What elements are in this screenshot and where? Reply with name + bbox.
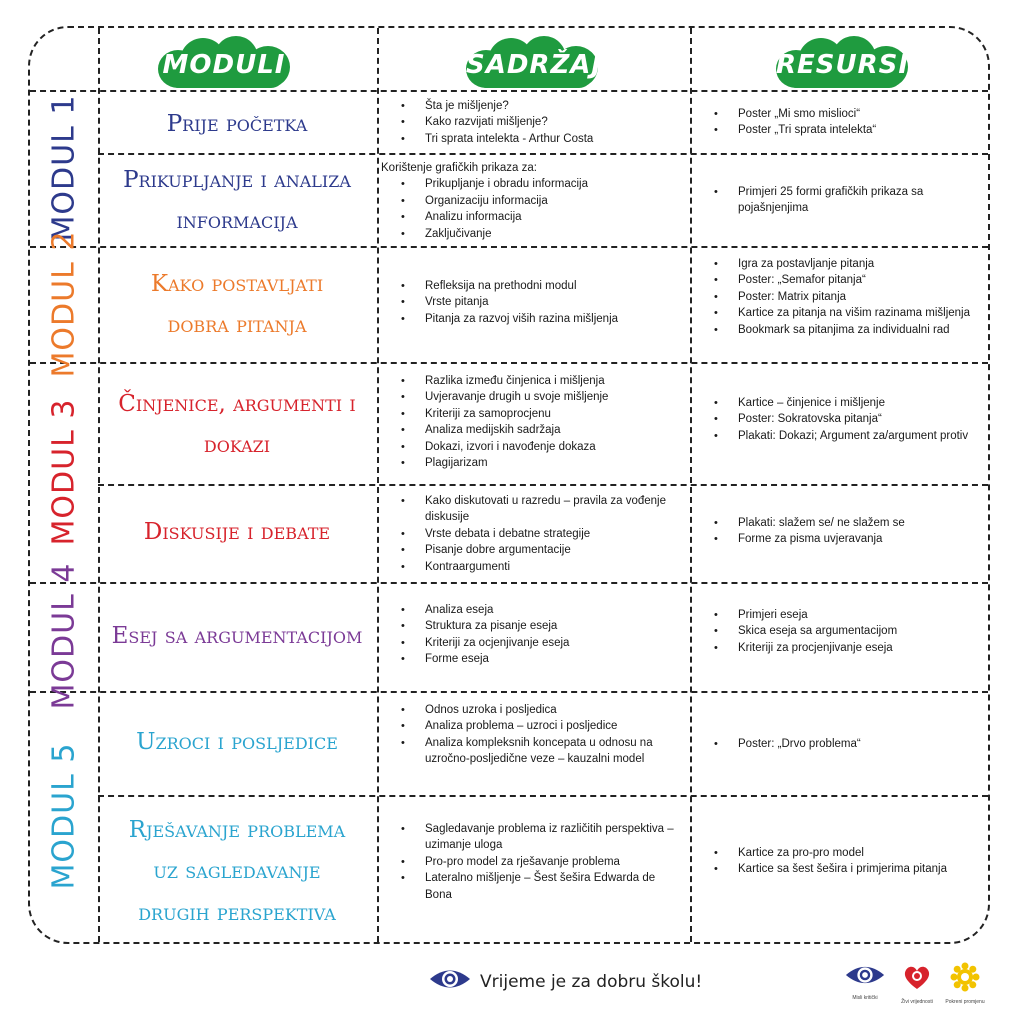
list-item: • Primjeri 25 formi grafičkih prikaza sa pojašnjenjima — [690, 184, 980, 217]
content-cell — [377, 493, 683, 575]
divider — [30, 691, 988, 693]
list-item: • Kako diskutovati u razredu – pravila za vođenje diskusije — [377, 493, 683, 526]
logo-caption: Živi vrijednosti — [901, 999, 933, 1005]
list-item: • Bookmark sa pitanjima za individualni rad — [690, 322, 980, 338]
content-cell — [377, 602, 683, 668]
sun-icon — [950, 962, 980, 992]
logo-caption: Misli kritički — [852, 995, 878, 1001]
header-resursi — [776, 36, 908, 88]
header-sadrzaj — [466, 36, 603, 88]
divider — [30, 362, 988, 364]
row-title: Esej sa argumentacijom — [111, 623, 363, 649]
list-item: • Sagledavanje problema iz različitih perspektiva – uzimanje uloga — [377, 821, 683, 854]
list-item: • Analiza problema – uzroci i posljedice — [377, 718, 683, 734]
content-cell — [377, 160, 683, 242]
logo-caption: Pokreni promjenu — [945, 999, 985, 1005]
row-title: Činjenice, argumenti i dokazi — [118, 391, 356, 459]
resource-cell — [690, 607, 980, 656]
resource-cell — [690, 736, 980, 752]
row-title: Prikupljanje i analiza informacija — [123, 167, 351, 235]
content-cell — [377, 278, 683, 327]
row-title: Rješavanje problema uz sagledavanje drugih perspektiva — [128, 817, 346, 926]
content-cell — [377, 98, 683, 147]
modul-label-1: MODUL 1 — [46, 94, 82, 242]
divider — [30, 582, 988, 584]
list-item: • Analiza kompleksnih koncepata u odnosu na uzročno-posljedične veze – kauzalni model — [377, 735, 683, 768]
header-moduli-label: MODULI — [162, 50, 286, 80]
resource-cell — [690, 515, 980, 548]
list-item: • Razlika između činjenica i mišljenja — [377, 373, 683, 389]
list-item: • Tri sprata intelekta - Arthur Costa — [377, 131, 683, 147]
list-item: • Vrste debata i debatne strategije — [377, 526, 683, 542]
logo-pokreni-promjenu — [940, 962, 990, 1005]
logo-zivi-vrijednosti — [892, 962, 942, 1005]
logo-misli-kriticki — [840, 962, 890, 1001]
list-item: • Poster „Mi smo mislioci“ — [690, 106, 980, 122]
divider — [30, 246, 988, 248]
content-intro: Korištenje grafičkih prikaza za: — [381, 162, 537, 174]
divider — [98, 153, 988, 155]
modul-label-5: MODUL 5 — [46, 742, 82, 890]
list-item: • Kartice – činjenice i mišljenje — [690, 395, 980, 411]
list-item: • Plakati: slažem se/ ne slažem se — [690, 515, 980, 531]
eye-icon — [844, 962, 886, 988]
row-title: Uzroci i posljedice — [136, 729, 338, 755]
list-item: • Kriteriji za procjenjivanje eseja — [690, 640, 980, 656]
divider — [98, 795, 988, 797]
list-item: • Analizu informacija — [377, 209, 683, 225]
list-item: • Uvjeravanje drugih u svoje mišljenje — [377, 389, 683, 405]
list-item: • Vrste pitanja — [377, 294, 683, 310]
list-item: • Organizaciju informacija — [377, 193, 683, 209]
eye-icon — [428, 966, 472, 997]
list-item: • Kartice za pro-pro model — [690, 845, 980, 861]
divider — [98, 484, 988, 486]
list-item: • Kako razvijati mišljenje? — [377, 114, 683, 130]
list-item: • Dokazi, izvori i navođenje dokaza — [377, 439, 683, 455]
header-sadrzaj-label: SADRŽAJ — [466, 50, 603, 80]
list-item: • Skica eseja sa argumentacijom — [690, 623, 980, 639]
footer-slogan — [428, 966, 702, 997]
row-title: Diskusije i debate — [143, 519, 331, 545]
modul-label-4: MODUL 4 — [46, 562, 82, 710]
list-item: • Analiza medijskih sadržaja — [377, 422, 683, 438]
list-item: • Kriteriji za ocjenjivanje eseja — [377, 635, 683, 651]
resource-cell — [690, 184, 980, 217]
list-item: • Pro-pro model za rješavanje problema — [377, 854, 683, 870]
list-item: • Pitanja za razvoj viših razina mišljenja — [377, 311, 683, 327]
row-title: Kako postavljati dobra pitanja — [150, 271, 324, 339]
list-item: • Prikupljanje i obradu informacija — [377, 176, 683, 192]
content-cell — [377, 821, 683, 903]
list-item: • Poster: „Drvo problema“ — [690, 736, 980, 752]
list-item: • Forme eseja — [377, 651, 683, 667]
list-item: • Refleksija na prethodni modul — [377, 278, 683, 294]
content-cell — [377, 702, 683, 768]
list-item: • Kontraargumenti — [377, 559, 683, 575]
list-item: • Zaključivanje — [377, 226, 683, 242]
list-item: • Lateralno mišljenje – Šest šešira Edwarda de Bona — [377, 870, 683, 903]
list-item: • Igra za postavljanje pitanja — [690, 256, 980, 272]
header-resursi-label: RESURSI — [776, 50, 910, 80]
resource-cell — [690, 845, 980, 878]
list-item: • Poster: Matrix pitanja — [690, 289, 980, 305]
resource-cell — [690, 106, 980, 139]
content-cell — [377, 373, 683, 471]
modul-label-2: MODUL 2 — [46, 230, 82, 378]
footer-slogan-text: Vrijeme je za dobru školu! — [480, 971, 703, 992]
list-item: • Poster „Tri sprata intelekta“ — [690, 122, 980, 138]
list-item: • Plakati: Dokazi; Argument za/argument protiv — [690, 428, 980, 444]
list-item: • Kartice sa šest šešira i primjerima pitanja — [690, 861, 980, 877]
resource-cell — [690, 256, 980, 338]
list-item: • Poster: „Semafor pitanja“ — [690, 272, 980, 288]
divider — [30, 90, 988, 92]
header-moduli — [158, 36, 290, 88]
list-item: • Struktura za pisanje eseja — [377, 618, 683, 634]
list-item: • Primjeri eseja — [690, 607, 980, 623]
list-item: • Analiza eseja — [377, 602, 683, 618]
list-item: • Šta je mišljenje? — [377, 98, 683, 114]
list-item: • Plagijarizam — [377, 455, 683, 471]
list-item: • Odnos uzroka i posljedica — [377, 702, 683, 718]
list-item: • Pisanje dobre argumentacije — [377, 542, 683, 558]
list-item: • Poster: Sokratovska pitanja“ — [690, 411, 980, 427]
list-item: • Kriteriji za samoprocjenu — [377, 406, 683, 422]
heart-icon — [902, 962, 932, 992]
modul-label-3: MODUL 3 — [46, 398, 82, 546]
resource-cell — [690, 395, 980, 444]
list-item: • Forme za pisma uvjeravanja — [690, 531, 980, 547]
row-title: Prije početka — [166, 111, 308, 137]
list-item: • Kartice za pitanja na višim razinama mišljenja — [690, 305, 980, 321]
